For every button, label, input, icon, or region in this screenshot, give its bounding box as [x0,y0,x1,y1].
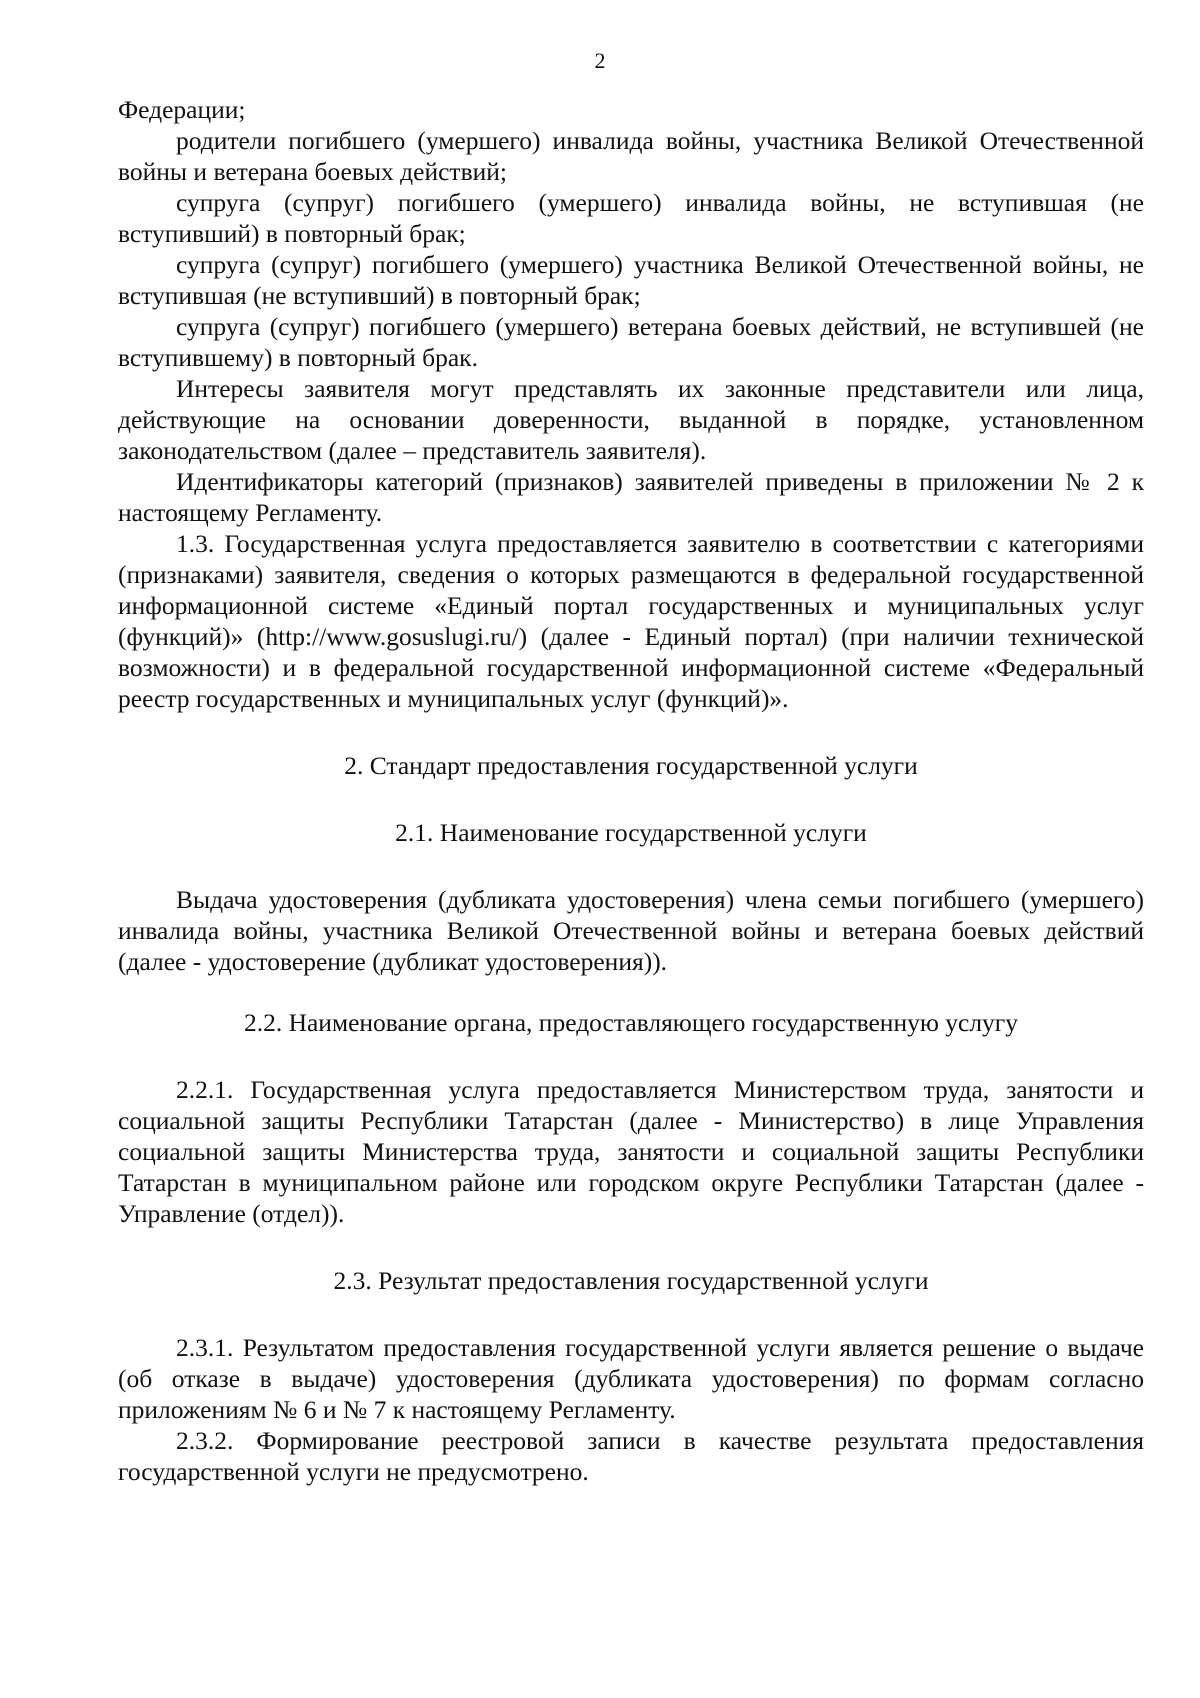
section-2-1-heading: 2.1. Наименование государственной услуги [395,818,867,847]
section-2-heading: 2. Стандарт предоставления государственной услуги [344,751,918,780]
section-2-2-heading: 2.2. Наименование органа, предоставляющего государственную услугу [243,1008,1019,1037]
paragraph-identifiers: Идентификаторы категорий (признаков) заявителей приведены в приложении № 2 к настоящему Регламенту. [118,467,1144,527]
section-2-3-heading: 2.3. Результат предоставления государственной услуги [333,1266,929,1295]
section-2-2-1-text: 2.2.1. Государственная услуга предоставляется Министерством труда, занятости и социальной защиты Республики Татарстан (далее - Министерство) в лице Управления социальной защиты Министерства труда, занятости и социальной защиты Республики Татарстан в муниципальном районе или городском округе Республики Татарстан (далее - Управление (отдел)). [118,1075,1144,1228]
paragraph-spouse-invalid: супруга (супруг) погибшего (умершего) инвалида войны, не вступившая (не вступивший) в повторный брак; [118,188,1144,248]
paragraph-spouse-veteran: супруга (супруг) погибшего (умершего) ветерана боевых действий, не вступившей (не вступившему) в повторный брак. [118,312,1144,372]
section-2-3-2-text: 2.3.2. Формирование реестровой записи в качестве результата предоставления государственной услуги не предусмотрено. [118,1426,1144,1486]
page-number: 2 [594,48,606,73]
paragraph-continuation: Федерации; [118,95,246,124]
paragraph-representatives: Интересы заявителя могут представлять их законные представители или лица, действующие на основании доверенности, выданной в порядке, установленном законодательством (далее – представитель заявителя). [118,374,1144,465]
section-2-3-1-text: 2.3.1. Результатом предоставления государственной услуги является решение о выдаче (об отказе в выдаче) удостоверения (дубликата удостоверения) по формам согласно приложениям № 6 и № 7 к настоящему Регламенту. [118,1333,1144,1424]
section-2-1-text: Выдача удостоверения (дубликата удостоверения) члена семьи погибшего (умершего) инвалида войны, участника Великой Отечественной войны и ветерана боевых действий (далее - удостоверение (дубликат удостоверения)). [118,885,1144,976]
document-body [118,94,1144,1487]
paragraph-1-3: 1.3. Государственная услуга предоставляется заявителю в соответствии с категориями (признаками) заявителя, сведения о которых размещаются в федеральной государственной информационной системе «Единый портал государственных и муниципальных услуг (функций)» (http://www.gosuslugi.ru/) (далее - Единый портал) (при наличии технической возможности) и в федеральной государственной информационной системе «Федеральный реестр государственных и муниципальных услуг (функций)». [118,529,1144,713]
paragraph-spouse-participant: супруга (супруг) погибшего (умершего) участника Великой Отечественной войны, не вступившая (не вступивший) в повторный брак; [118,250,1144,310]
paragraph-parents: родители погибшего (умершего) инвалида войны, участника Великой Отечественной войны и ветерана боевых действий; [118,126,1144,186]
